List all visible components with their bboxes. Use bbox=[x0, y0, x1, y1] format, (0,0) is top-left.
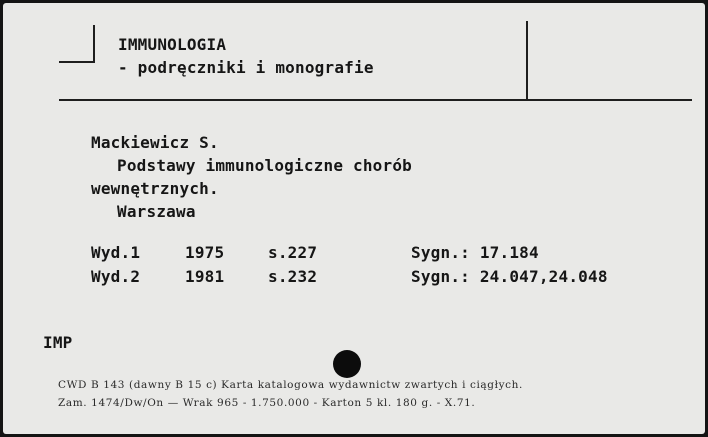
book-title-line-1: Podstawy immunologiczne chorób bbox=[117, 156, 412, 175]
edition-number: Wyd.2 bbox=[91, 267, 141, 286]
header-right-vertical-rule bbox=[526, 21, 528, 99]
punch-hole bbox=[333, 350, 361, 378]
header-left-vertical-rule bbox=[93, 25, 95, 63]
edition-pages: s.227 bbox=[268, 243, 318, 262]
footer-line-2: Zam. 1474/Dw/On — Wrak 965 - 1.750.000 - Karton 5 kl. 180 g. - X.71. bbox=[58, 397, 476, 409]
edition-pages: s.232 bbox=[268, 267, 318, 286]
catalog-card bbox=[3, 3, 705, 434]
header-left-short-rule bbox=[59, 61, 94, 63]
edition-year: 1981 bbox=[185, 267, 225, 286]
header-bottom-rule bbox=[59, 99, 692, 101]
author: Mackiewicz S. bbox=[91, 133, 219, 152]
edition-year: 1975 bbox=[185, 243, 225, 262]
publication-place: Warszawa bbox=[117, 202, 196, 221]
card-heading: IMMUNOLOGIA bbox=[118, 35, 227, 54]
edition-signature: Sygn.: 17.184 bbox=[411, 243, 539, 262]
edition-number: Wyd.1 bbox=[91, 243, 141, 262]
card-subheading: - podręczniki i monografie bbox=[118, 58, 374, 77]
edition-signature: Sygn.: 24.047,24.048 bbox=[411, 267, 608, 286]
footer-line-1: CWD B 143 (dawny B 15 c) Karta katalogowa wydawnictw zwartych i ciągłych. bbox=[58, 379, 523, 391]
classification-code: IMP bbox=[43, 333, 73, 352]
book-title-line-2: wewnętrznych. bbox=[91, 179, 219, 198]
